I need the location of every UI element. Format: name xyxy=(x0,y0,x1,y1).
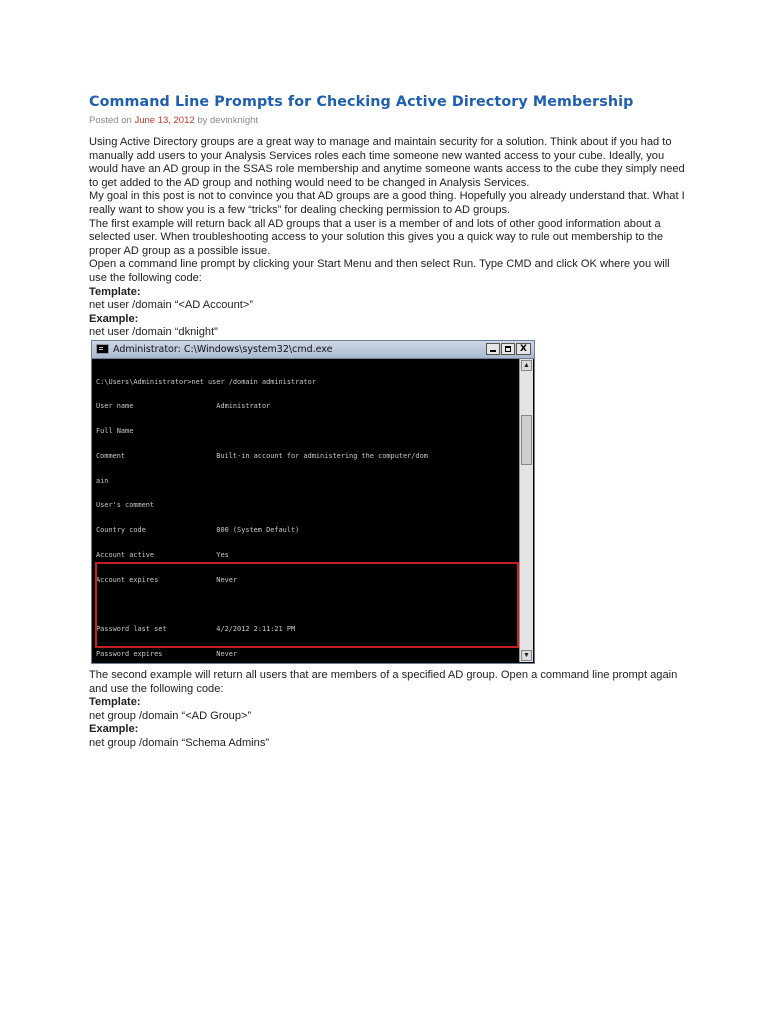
paragraph: My goal in this post is not to convince you that AD groups are a good thing. Hopefully you already understand that. What I really want to show you is a few “tricks” for dealing checking permission to AD groups. xyxy=(89,190,685,216)
example-code: net user /domain “dknight” xyxy=(89,326,218,339)
template-code: net group /domain “<AD Group>” xyxy=(89,709,252,722)
post-title[interactable]: Command Line Prompts for Checking Active Directory Membership xyxy=(89,94,634,110)
console-line: Password last set 4/2/2012 2:11:21 PM xyxy=(96,625,296,633)
console-line: User's comment xyxy=(96,501,155,510)
maximize-button[interactable] xyxy=(501,343,515,355)
paragraph: The first example will return back all AD groups that a user is a member of and lots of other good information about a selected user. When troubleshooting access to your solution this gives you a quick way to rule out membership to the proper AD group as a possible issue. xyxy=(89,217,664,257)
group-membership-highlight xyxy=(95,562,519,648)
cmd-window-icon xyxy=(96,344,109,354)
example-code: net group /domain “Schema Admins” xyxy=(89,736,270,749)
window-controls xyxy=(486,343,531,356)
template-label: Template: xyxy=(89,696,141,709)
posted-on-label: Posted on xyxy=(89,115,132,126)
template-code: net user /domain “<AD Account>” xyxy=(89,299,254,312)
post-meta xyxy=(89,115,689,127)
maximize-icon xyxy=(505,346,511,352)
scroll-up-arrow-icon[interactable]: ▲ xyxy=(521,360,532,371)
console-line: Country code 000 (System Default) xyxy=(96,526,300,534)
console-line: User name Administrator xyxy=(96,402,271,411)
blog-post xyxy=(89,92,689,340)
example-label: Example: xyxy=(89,723,139,736)
console-screenshot xyxy=(91,340,535,664)
by-label: by xyxy=(197,115,208,126)
console-line: Comment Built-in account for administering the computer/dom xyxy=(96,451,428,460)
console-line: Full Name xyxy=(96,427,134,435)
console-line: Account active Yes xyxy=(96,550,229,559)
paragraph: Open a command line prompt by clicking your Start Menu and then select Run. Type CMD and click OK where you will use the following code: xyxy=(89,258,670,284)
minimize-button[interactable] xyxy=(486,343,500,355)
console-titlebar xyxy=(92,341,534,359)
post-body xyxy=(89,136,689,340)
author-link[interactable]: devinknight xyxy=(210,115,259,126)
console-title: Administrator: C:\Windows\system32\cmd.exe xyxy=(113,344,333,355)
close-button[interactable]: X xyxy=(516,343,531,355)
template-label: Template: xyxy=(89,285,141,298)
minimize-icon xyxy=(490,350,496,352)
post-date-link[interactable]: June 13, 2012 xyxy=(134,115,195,126)
paragraph: Using Active Directory groups are a great way to manage and maintain security for a solution. Think about if you had to manually add users to your Analysis Services roles each time someone new wanted access to your cube. Ideally, you would have an AD group in the SSAS role membership and anytime someone wants access to the cube they simply need to get added to the AD group and nothing would need to be changed in Analysis Services. xyxy=(89,136,685,189)
scroll-thumb[interactable] xyxy=(521,415,532,465)
scroll-down-arrow-icon[interactable]: ▼ xyxy=(521,650,532,661)
example-label: Example: xyxy=(89,312,139,325)
console-scrollbar[interactable] xyxy=(519,359,533,662)
post-body-continued xyxy=(89,669,689,751)
paragraph: The second example will return all users that are members of a specified AD group. Open a command line prompt again and use the following code: xyxy=(89,669,678,695)
console-line: C:\Users\Administrator>net user /domain administrator xyxy=(96,377,316,386)
console-line: ain xyxy=(96,476,109,485)
console-line: Account expires Never xyxy=(96,575,238,584)
console-line: Password expires Never xyxy=(96,649,238,658)
